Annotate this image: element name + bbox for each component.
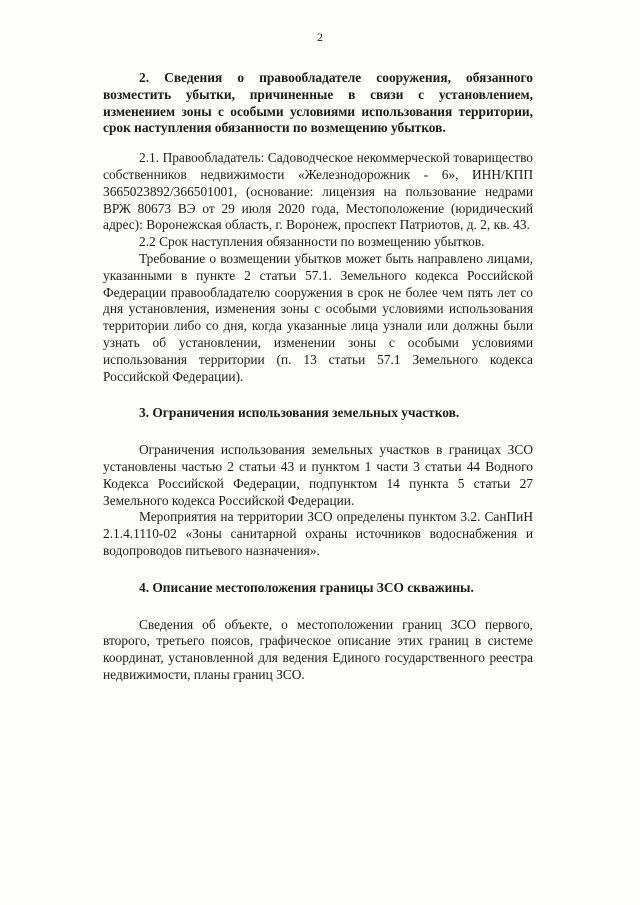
page-number: 2 <box>317 30 323 44</box>
document-body <box>103 70 533 684</box>
section-2-paragraph-3: Требование о возмещении убытков может быть направлено лицами, указанными в пункте 2 статьи 57.1. Земельного кодекса Российской Федерации правообладателю сооружения в срок не более чем пять лет со дня установления, изменения зоны с особыми условиями использования территории либо со дня, когда указанные лица узнали или должны были узнать об установлении, изменении зоны с особыми условиями использования территории (п. 13 статьи 57.1 Земельного кодекса Российской Федерации). <box>103 250 533 384</box>
section-4-heading: 4. Описание местоположения границы ЗСО скважины. <box>139 579 474 595</box>
section-2-heading: 2. Сведения о правообладателе сооружения, обязанного возместить убытки, причиненные в связи с установлением, изменением зоны с особыми условиями использования территории, срок наступления обязанности по возмещению убытков. <box>103 70 533 136</box>
section-3-paragraph-1: Ограничения использования земельных участков в границах ЗСО установлены частью 2 статьи 43 и пунктом 1 части 3 статьи 44 Водного Кодекса Российской Федерации, подпунктом 14 пункта 5 статьи 27 Земельного кодекса Российской Федерации. <box>103 442 533 508</box>
section-4-paragraph-1: Сведения об объекте, о местоположении границ ЗСО первого, второго, третьего поясов, графическое описание этих границ в системе координат, установленной для ведения Единого государственного реестра недвижимости, планы границ ЗСО. <box>103 616 533 682</box>
section-3-heading: 3. Ограничения использования земельных участков. <box>139 405 460 421</box>
section-3-paragraph-2: Мероприятия на территории ЗСО определены пунктом 3.2. СанПиН 2.1.4.1110-02 «Зоны санитарной охраны источников водоснабжения и водопроводов питьевого назначения». <box>103 509 533 558</box>
section-2-paragraph-1: 2.1. Правообладатель: Садоводческое некоммерческой товарищество собственников недвижимости «Железнодорожник - 6», ИНН/КПП 3665023892/366501001, (основание: лицензия на пользование недрами ВРЖ 80673 ВЭ от 29 июля 2020 года, Местоположение (юридический адрес): Воронежская область, г. Воронеж, проспект Патриотов, д. 2, кв. 43. <box>103 150 533 233</box>
section-2-paragraph-2: 2.2 Срок наступления обязанности по возмещению убытков. <box>139 234 485 250</box>
